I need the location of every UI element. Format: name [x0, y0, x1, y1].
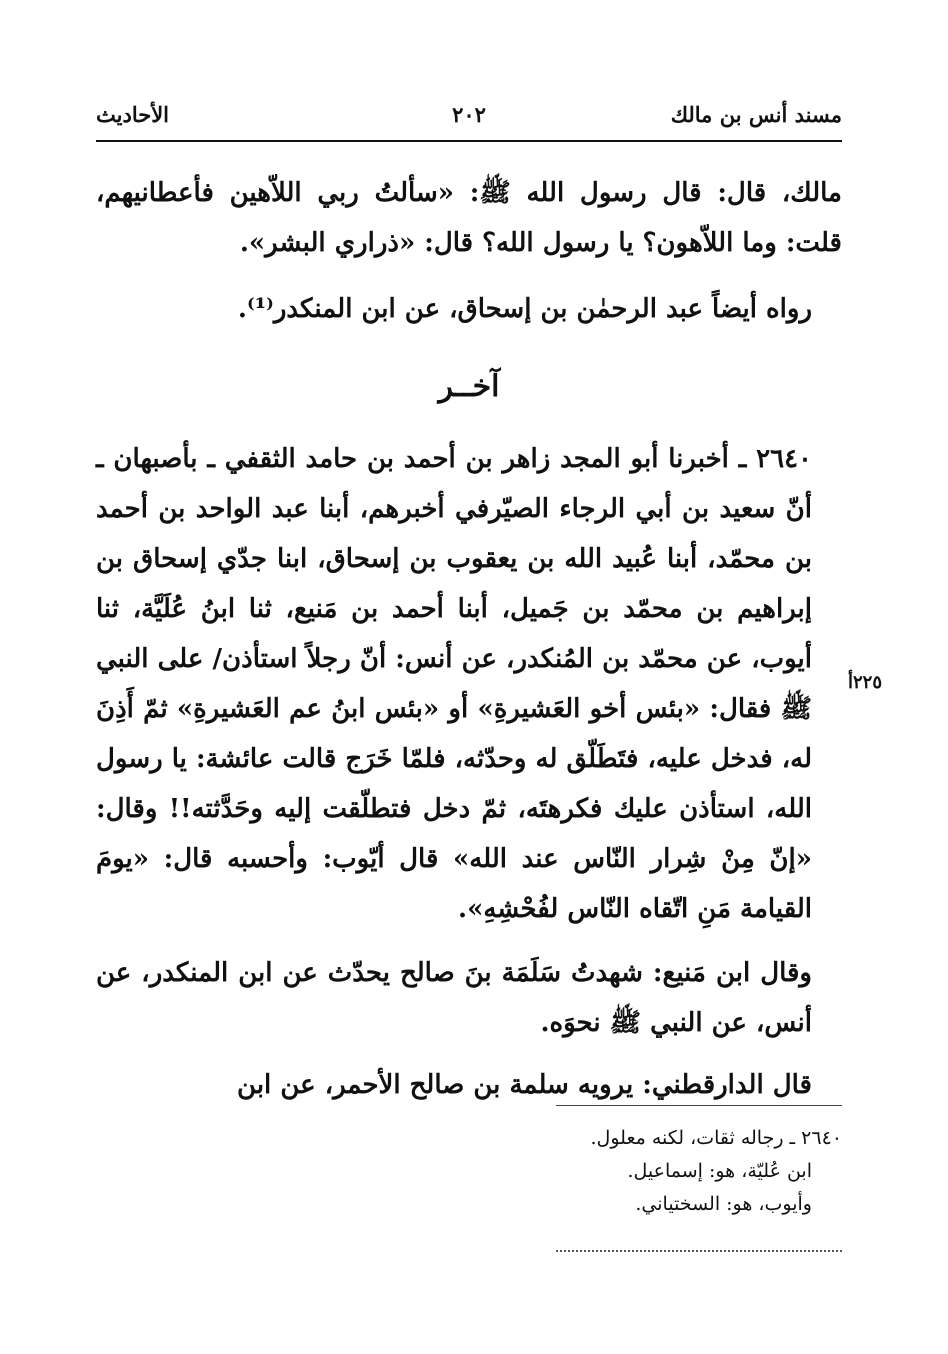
section-name: الأحاديث [96, 102, 170, 127]
main-text [96, 168, 842, 1110]
header-rule [96, 140, 842, 142]
footnote-line: وأيوب، هو: السختياني. [635, 1193, 812, 1215]
margin-reference: ٢٢٥أ [848, 672, 883, 693]
paragraph-riwaya: رواه أيضاً عبد الرحمٰن بن إسحاق، عن ابن المنكدر⁽¹⁾. [237, 294, 812, 324]
page-number: ٢٠٢ [452, 102, 486, 127]
running-header [96, 96, 842, 136]
section-title: آخــر [438, 369, 500, 404]
footnote-line: ٢٦٤٠ ـ رجاله ثقات، لكنه معلول. [590, 1127, 842, 1149]
paragraph-ibn-mani: وقال ابن مَنيع: شهدتُ سَلَمَة بنَ صالح يحدّث عن ابن المنكدر، عن أنس، عن النبي ﷺ نحوَه. [96, 958, 812, 1038]
footnote-rule [556, 1105, 842, 1106]
footnote-dotted-rule [556, 1250, 842, 1252]
paragraph-daraqutni: قال الدارقطني: يرويه سلمة بن صالح الأحمر، عن ابن [237, 1070, 812, 1100]
paragraph-continuation: مالك، قال: قال رسول الله ﷺ: «سألتُ ربي اللاّهين فأعطانيهم، قلت: وما اللاّهون؟ يا رسول الله؟ قال: «ذراري البشر». [96, 178, 842, 258]
paragraph-hadith-2640: ٢٦٤٠ ـ أخبرنا أبو المجد زاهر بن أحمد بن حامد الثقفي ـ بأصبهان ـ أنّ سعيد بن أبي الرجاء الصيّرفي أخبرهم، أبنا عبد الواحد بن أحمد بن محمّد، أبنا عُبيد الله بن يعقوب بن إسحاق، ابنا جدّي إسحاق بن إبراهيم بن محمّد بن جَميل، أبنا أحمد بن مَنيع، ثنا ابنُ عُلَيَّة، ثنا أيوب، عن محمّد بن المُنكدر، عن أنس: أنّ رجلاً استأذن/ على النبي ﷺ فقال: «بئس أخو العَشيرةِ» أو «بئس ابنُ عم العَشيرةِ» ثمّ أَذِنَ له، فدخل عليه، فتَطَلّق له وحدّثه، فلمّا خَرَج قالت عائشة: يا رسول الله، استأذن عليك فكرهتَه، ثمّ دخل فتطلّقت إليه وحَدَّثته!! وقال: «إنّ مِنْ شِرار النّاس عند الله» قال أيّوب: وأحسبه قال: «يومَ القيامة مَنِ اتّقاه النّاس لفُحْشِهِ». [96, 444, 812, 924]
book-title: مسند أنس بن مالك [670, 102, 842, 127]
footnotes [556, 1122, 842, 1221]
footnote-line: ابن عُليّة، هو: إسماعيل. [627, 1160, 812, 1182]
